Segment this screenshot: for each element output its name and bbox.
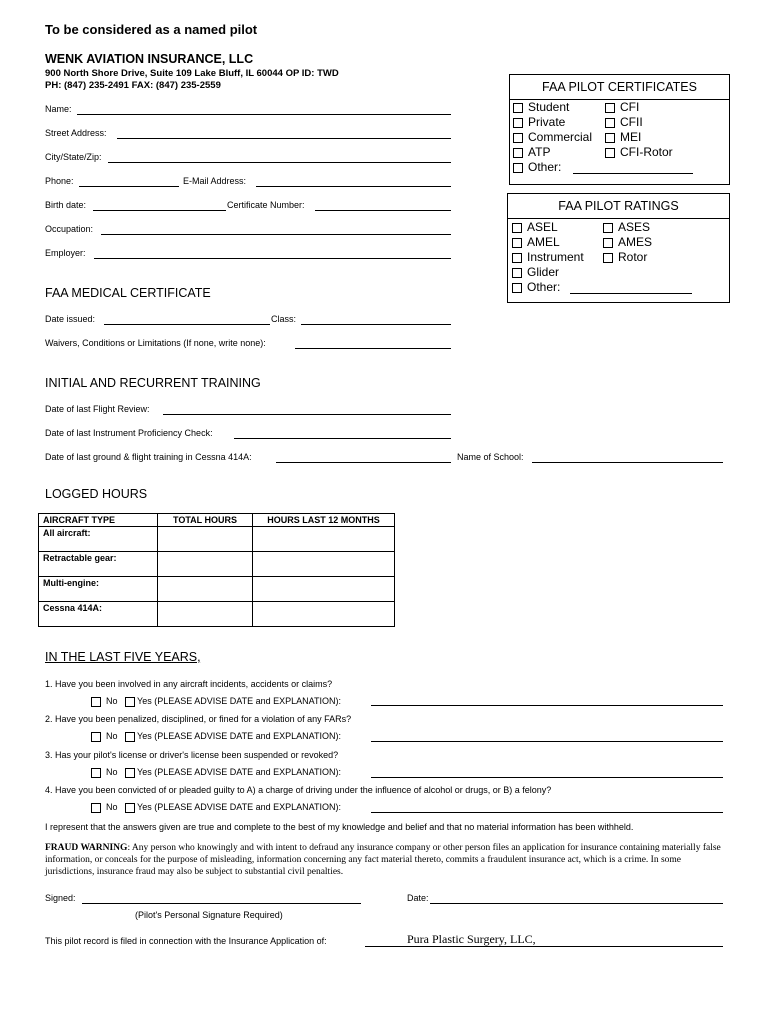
cert-cfi-rotor-checkbox[interactable]: [605, 145, 673, 159]
training-heading: INITIAL AND RECURRENT TRAINING: [45, 376, 261, 390]
insurance-applicant-value: Pura Plastic Surgery, LLC,: [407, 932, 536, 946]
cert-cfii-checkbox[interactable]: [605, 115, 643, 129]
phone-label: Phone:: [45, 176, 74, 186]
no-label: No: [106, 767, 118, 777]
row-label: Multi-engine:: [39, 577, 158, 602]
q3-answer: [91, 767, 341, 778]
logged-hours-heading: LOGGED HOURS: [45, 487, 148, 501]
city-field[interactable]: [108, 162, 451, 163]
cert-cfi-rotor-label: CFI-Rotor: [620, 145, 673, 159]
cessna-training-label: Date of last ground & flight training in Cessna 414A:: [45, 452, 252, 462]
cert-student-checkbox[interactable]: [513, 100, 569, 114]
class-field[interactable]: [301, 324, 451, 325]
phone-field[interactable]: [79, 186, 179, 187]
col-aircraft-type: AIRCRAFT TYPE: [39, 514, 158, 527]
rating-rotor-checkbox[interactable]: [603, 250, 647, 264]
company-address: [45, 68, 339, 92]
signature-note: (Pilot's Personal Signature Required): [135, 910, 283, 920]
ratings-header: FAA PILOT RATINGS: [508, 194, 729, 219]
flight-review-label: Date of last Flight Review:: [45, 404, 150, 414]
cert-commercial-label: Commercial: [528, 130, 593, 144]
checkbox-icon: [512, 283, 522, 293]
q4-yes-checkbox[interactable]: [125, 803, 135, 813]
fraud-warning: [45, 842, 725, 878]
recent-hours-cell[interactable]: [253, 552, 395, 577]
total-hours-cell[interactable]: [158, 552, 253, 577]
cessna-training-field[interactable]: [276, 462, 451, 463]
q2-answer: [91, 731, 341, 742]
employer-field[interactable]: [94, 258, 451, 259]
rating-asel-label: ASEL: [527, 220, 558, 234]
date-issued-field[interactable]: [104, 324, 270, 325]
question-3: 3. Has your pilot's license or driver's license been suspended or revoked?: [45, 750, 339, 760]
rating-amel-checkbox[interactable]: [512, 235, 560, 249]
checkbox-icon: [605, 103, 615, 113]
cert-cfii-label: CFII: [620, 115, 643, 129]
date-label: Date:: [407, 893, 429, 903]
rating-ames-label: AMES: [618, 235, 653, 249]
city-label: City/State/Zip:: [45, 152, 102, 162]
cert-private-checkbox[interactable]: [513, 115, 565, 129]
street-field[interactable]: [117, 138, 451, 139]
cert-cfi-label: CFI: [620, 100, 640, 114]
ipc-label: Date of last Instrument Proficiency Check:: [45, 428, 213, 438]
q2-no-checkbox[interactable]: [91, 732, 101, 742]
checkbox-icon: [603, 253, 613, 263]
checkbox-icon: [605, 133, 615, 143]
occupation-field[interactable]: [101, 234, 451, 235]
q2-yes-checkbox[interactable]: [125, 732, 135, 742]
col-hours-12-months: HOURS LAST 12 MONTHS: [253, 514, 395, 527]
rating-ames-checkbox[interactable]: [603, 235, 652, 249]
q1-explanation-field[interactable]: [371, 705, 723, 706]
checkbox-icon: [513, 148, 523, 158]
no-label: No: [106, 731, 118, 741]
question-2: 2. Have you been penalized, disciplined, or fined for a violation of any FARs?: [45, 714, 352, 724]
employer-label: Employer:: [45, 248, 86, 258]
form-title: To be considered as a named pilot: [45, 22, 258, 37]
recent-hours-cell[interactable]: [253, 527, 395, 552]
question-4: 4. Have you been convicted of or pleaded guilty to A) a charge of driving under the influence of alcohol or drugs, or B) a felony?: [45, 785, 552, 795]
row-label: Cessna 414A:: [39, 602, 158, 627]
checkbox-icon: [512, 268, 522, 278]
email-field[interactable]: [256, 186, 451, 187]
birth-field[interactable]: [93, 210, 226, 211]
occupation-label: Occupation:: [45, 224, 94, 234]
school-label: Name of School:: [457, 452, 524, 462]
row-label: Retractable gear:: [39, 552, 158, 577]
rating-other-label: Other:: [527, 280, 561, 294]
rating-asel-checkbox[interactable]: [512, 220, 558, 234]
table-row: [39, 552, 395, 577]
q1-answer: [91, 696, 341, 707]
cert-atp-checkbox[interactable]: [513, 145, 550, 159]
checkbox-icon: [603, 223, 613, 233]
street-label: Street Address:: [45, 128, 107, 138]
q4-explanation-field[interactable]: [371, 812, 723, 813]
rating-other-checkbox[interactable]: [512, 280, 560, 294]
total-hours-cell[interactable]: [158, 577, 253, 602]
q3-explanation-field[interactable]: [371, 777, 723, 778]
name-label: Name:: [45, 104, 72, 114]
table-row: [39, 527, 395, 552]
q3-yes-checkbox[interactable]: [125, 768, 135, 778]
phone-line: PH: (847) 235-2491 FAX: (847) 235-2559: [45, 80, 221, 91]
row-label: All aircraft:: [39, 527, 158, 552]
cert-student-label: Student: [528, 100, 570, 114]
no-label: No: [106, 802, 118, 812]
yes-label: Yes (PLEASE ADVISE DATE and EXPLANATION):: [137, 731, 341, 741]
rating-ases-label: ASES: [618, 220, 651, 234]
rating-amel-label: AMEL: [527, 235, 560, 249]
declaration-text: I represent that the answers given are true and complete to the best of my knowledge and belief and that no material information has been withheld.: [45, 822, 634, 832]
checkbox-icon: [605, 148, 615, 158]
table-row: [39, 602, 395, 627]
no-label: No: [106, 696, 118, 706]
email-label: E-Mail Address:: [183, 176, 247, 186]
q1-yes-checkbox[interactable]: [125, 697, 135, 707]
total-hours-cell[interactable]: [158, 602, 253, 627]
checkbox-icon: [513, 163, 523, 173]
checkbox-icon: [512, 253, 522, 263]
total-hours-cell[interactable]: [158, 527, 253, 552]
fraud-warning-text: : Any person who knowingly and with intent to defraud any insurance company or other person files an application for insurance containing materially false information, or conceals for the purpose of misleading, information concerning any fact material thereto, commits a fraudulent insurance act, which is a crime. In some jurisdictions, insurance fraud may also be subject to substantial civil penalties.: [45, 843, 721, 877]
question-1: 1. Have you been involved in any aircraft incidents, accidents or claims?: [45, 679, 333, 689]
date-issued-label: Date issued:: [45, 314, 96, 324]
rating-instrument-label: Instrument: [527, 250, 584, 264]
address-line: 900 North Shore Drive, Suite 109 Lake Bluff, IL 60044 OP ID: TWD: [45, 68, 339, 79]
name-field[interactable]: [77, 114, 451, 115]
checkbox-icon: [512, 223, 522, 233]
checkbox-icon: [605, 118, 615, 128]
checkbox-icon: [512, 238, 522, 248]
q4-no-checkbox[interactable]: [91, 803, 101, 813]
signature-field[interactable]: [82, 903, 361, 904]
fraud-warning-label: FRAUD WARNING: [45, 843, 128, 853]
cert-number-label: Certificate Number:: [227, 200, 305, 210]
cert-number-field[interactable]: [315, 210, 451, 211]
cert-private-label: Private: [528, 115, 566, 129]
q2-explanation-field[interactable]: [371, 741, 723, 742]
table-row: [39, 577, 395, 602]
waivers-label: Waivers, Conditions or Limitations (If none, write none):: [45, 338, 266, 348]
checkbox-icon: [513, 118, 523, 128]
yes-label: Yes (PLEASE ADVISE DATE and EXPLANATION):: [137, 696, 341, 706]
school-field[interactable]: [532, 462, 723, 463]
signed-label: Signed:: [45, 893, 76, 903]
cert-other-checkbox[interactable]: [513, 160, 561, 174]
recent-hours-cell[interactable]: [253, 602, 395, 627]
company-name: WENK AVIATION INSURANCE, LLC: [45, 52, 254, 66]
cert-cfi-checkbox[interactable]: [605, 100, 639, 114]
logged-hours-table: [38, 513, 395, 627]
recent-hours-cell[interactable]: [253, 577, 395, 602]
flight-review-field[interactable]: [163, 414, 451, 415]
rating-instrument-checkbox[interactable]: [512, 250, 584, 264]
five-years-heading: IN THE LAST FIVE YEARS,: [45, 650, 201, 664]
waivers-field[interactable]: [295, 348, 451, 349]
cert-commercial-checkbox[interactable]: [513, 130, 592, 144]
checkbox-icon: [513, 133, 523, 143]
cert-mei-label: MEI: [620, 130, 642, 144]
filed-label: This pilot record is filed in connection with the Insurance Application of:: [45, 936, 327, 946]
medical-heading: FAA MEDICAL CERTIFICATE: [45, 286, 211, 300]
certificates-header: FAA PILOT CERTIFICATES: [510, 75, 729, 100]
col-total-hours: TOTAL HOURS: [158, 514, 253, 527]
table-header-row: [39, 514, 395, 527]
q1-no-checkbox[interactable]: [91, 697, 101, 707]
ipc-field[interactable]: [234, 438, 451, 439]
yes-label: Yes (PLEASE ADVISE DATE and EXPLANATION):: [137, 767, 341, 777]
checkbox-icon: [513, 103, 523, 113]
signature-date-field[interactable]: [430, 903, 723, 904]
q4-answer: [91, 802, 341, 813]
cert-atp-label: ATP: [528, 145, 551, 159]
cert-mei-checkbox[interactable]: [605, 130, 641, 144]
rating-other-field[interactable]: [570, 293, 692, 294]
birth-label: Birth date:: [45, 200, 87, 210]
q3-no-checkbox[interactable]: [91, 768, 101, 778]
checkbox-icon: [603, 238, 613, 248]
rating-glider-checkbox[interactable]: [512, 265, 559, 279]
class-label: Class:: [271, 314, 297, 324]
cert-other-label: Other:: [528, 160, 562, 174]
rating-ases-checkbox[interactable]: [603, 220, 650, 234]
rating-rotor-label: Rotor: [618, 250, 648, 264]
cert-other-field[interactable]: [573, 173, 693, 174]
yes-label: Yes (PLEASE ADVISE DATE and EXPLANATION):: [137, 802, 341, 812]
rating-glider-label: Glider: [527, 265, 560, 279]
